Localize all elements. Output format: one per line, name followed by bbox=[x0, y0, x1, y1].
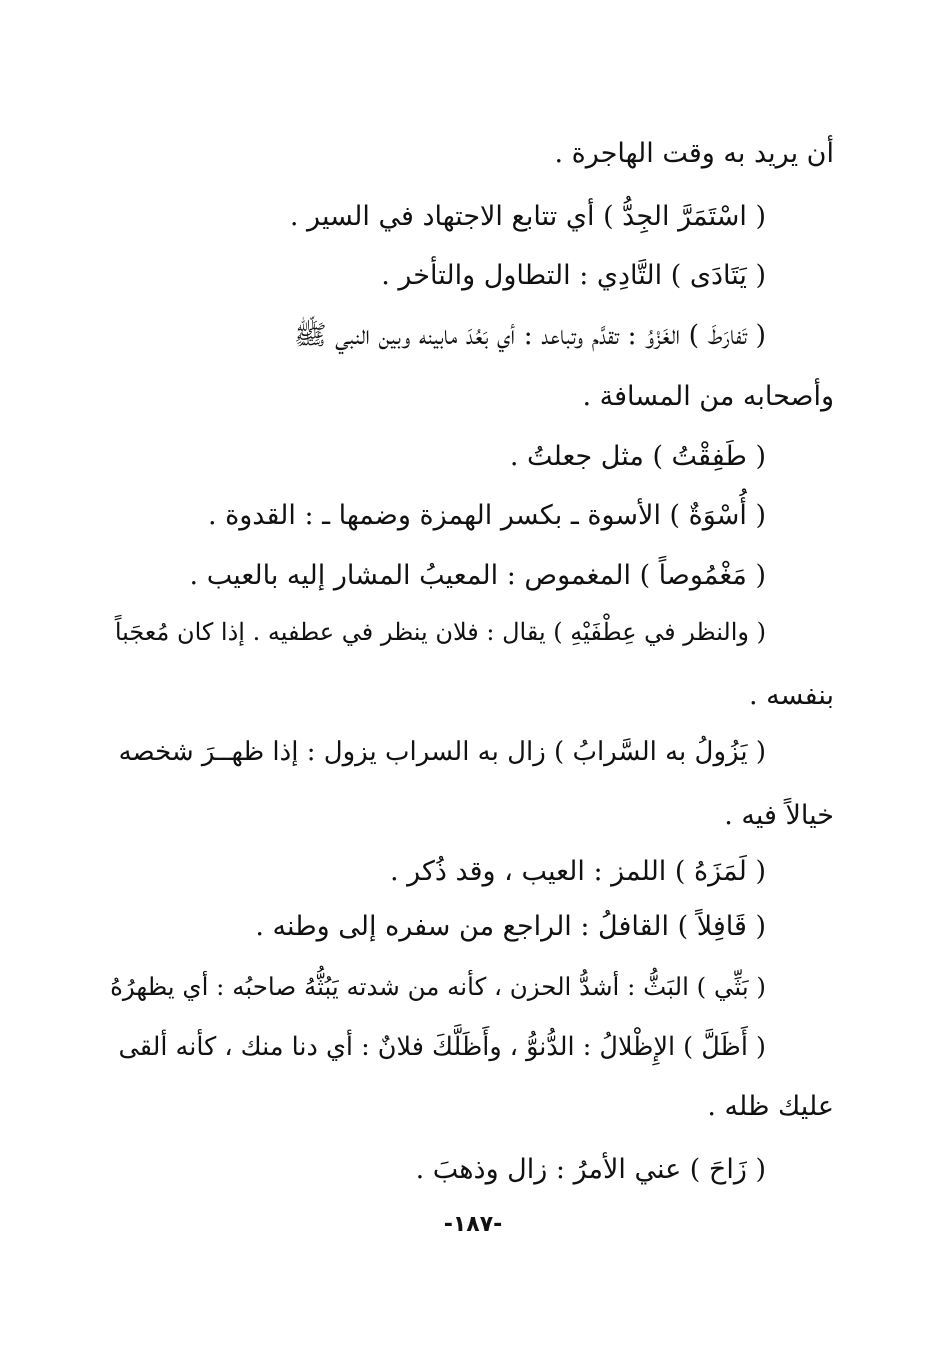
text-line-5: وأصحابه من المسافة . bbox=[582, 381, 834, 412]
text-line-9: ( والنظر في عِطْفَيْهِ ) يقال : فلان ينظر في عطفيه . إذا كان مُعجَباً bbox=[114, 618, 766, 646]
text-line-2: ( اسْتَمَرَّ الجِدُّ ) أي تتابع الاجتهاد في السير . bbox=[289, 201, 766, 232]
text-line-7: ( أُسْوَةٌ ) الأسوة ـ بكسر الهمزة وضمها ـ : القدوة . bbox=[207, 500, 766, 531]
text-line-14: ( قَافِلاً ) القافلُ : الراجع من سفره إلى وطنه . bbox=[255, 911, 766, 942]
text-line-15: ( بَثِّي ) البَثُّ : أشدُّ الحزن ، كأنه من شدته يَبُثُّهُ صاحبُه : أي يظهرُهُ bbox=[110, 972, 766, 1001]
text-line-11: ( يَزُولُ به السَّرابُ ) زال به السراب يزول : إذا ظهــرَ شخصه bbox=[118, 737, 766, 767]
text-line-10: بنفسه . bbox=[748, 680, 834, 711]
text-line-8: ( مَغْمُوصاً ) المغموص : المعيبُ المشار إليه بالعيب . bbox=[189, 560, 766, 591]
page-number: -١٨٧- bbox=[443, 1212, 503, 1237]
text-line-1: أن يريد به وقت الهاجرة . bbox=[554, 138, 834, 169]
text-line-3: ( يَتَادَى ) التَّادِي : التطاول والتأخر . bbox=[381, 260, 766, 291]
text-line-12: خيالاً فيه . bbox=[724, 800, 834, 831]
text-line-16: ( أَظَلَّ ) الإِظْلالُ : الدُّنوُّ ، وأَظَلَّكَ فلانٌ : أي دنا منك ، كأنه ألقى bbox=[118, 1032, 766, 1062]
text-line-6: ( طَفِقْتُ ) مثل جعلتُ . bbox=[509, 441, 766, 472]
text-line-18: ( زَاحَ ) عني الأمرُ : زال وذهبَ . bbox=[415, 1154, 766, 1185]
text-line-4: ( تَفارَطَ ) الغَزْوُ : تقدَّم وتباعد : أي بَعُدَ مابينه وبين النبي ﷺ bbox=[293, 320, 766, 351]
text-line-13: ( لَمَزَهُ ) اللمز : العيب ، وقد ذُكر . bbox=[389, 856, 766, 887]
text-line-17: عليك ظله . bbox=[707, 1091, 834, 1122]
